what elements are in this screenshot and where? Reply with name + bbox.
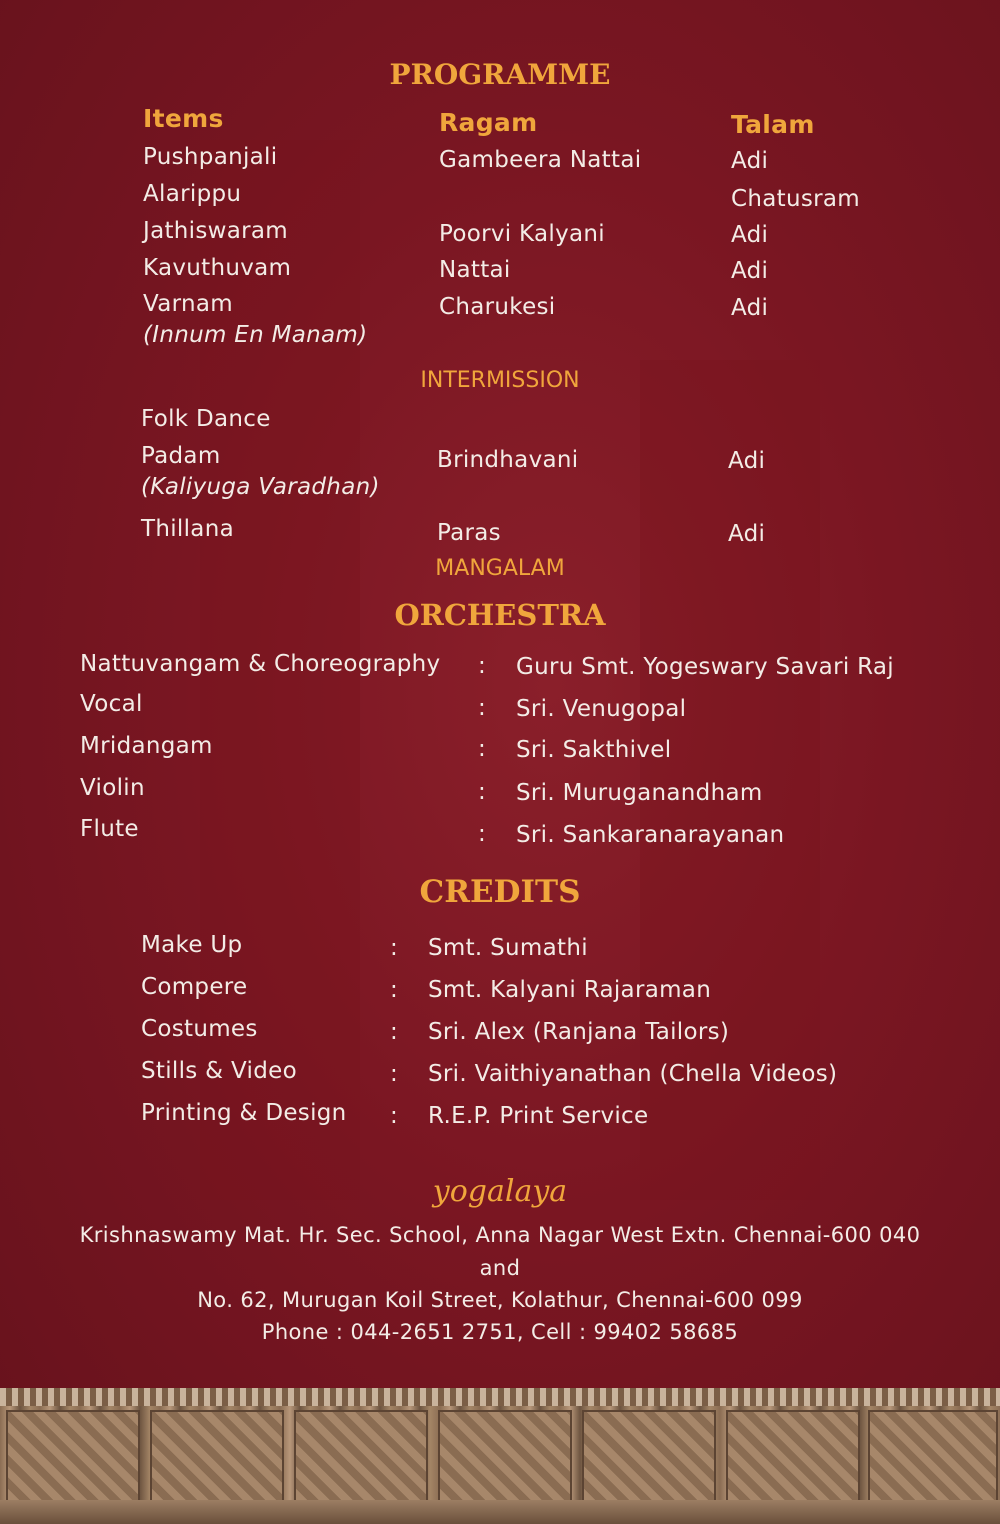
credits-heading: CREDITS xyxy=(419,874,581,910)
frieze-panel xyxy=(868,1410,998,1502)
separator-colon: : xyxy=(478,821,486,847)
orchestra-name: Sri. Muruganandham xyxy=(516,780,763,806)
orchestra-role: Mridangam xyxy=(80,733,213,759)
programme-heading: PROGRAMME xyxy=(389,58,611,91)
item-name: Kavuthuvam xyxy=(143,255,292,281)
frieze-panel xyxy=(294,1410,428,1502)
talam-name: Chatusram xyxy=(731,186,860,212)
separator-colon: : xyxy=(390,1103,398,1129)
orchestra-role: Violin xyxy=(80,775,145,801)
separator-colon: : xyxy=(478,779,486,805)
item-subtitle: (Kaliyuga Varadhan) xyxy=(141,474,380,500)
talam-name: Adi xyxy=(731,258,769,284)
ragam-name: Poorvi Kalyani xyxy=(439,221,605,247)
talam-name: Adi xyxy=(731,295,769,321)
separator-colon: : xyxy=(478,695,486,721)
orchestra-name: Sri. Sakthivel xyxy=(516,737,672,763)
orchestra-name: Guru Smt. Yogeswary Savari Raj xyxy=(516,654,894,680)
item-name: Varnam xyxy=(143,291,233,317)
separator-colon: : xyxy=(478,653,486,679)
separator-colon: : xyxy=(478,736,486,762)
ragam-name: Nattai xyxy=(439,257,511,283)
credit-role: Make Up xyxy=(141,932,243,958)
credit-role: Printing & Design xyxy=(141,1100,347,1126)
credit-role: Costumes xyxy=(141,1016,258,1042)
ragam-name: Charukesi xyxy=(439,294,556,320)
yogalaya-logo: yogalaya xyxy=(432,1174,568,1209)
ragam-column-header: Ragam xyxy=(439,108,538,137)
orchestra-role: Flute xyxy=(80,816,139,842)
credit-name: Smt. Kalyani Rajaraman xyxy=(428,977,712,1003)
frieze-bottom-trim xyxy=(0,1500,1000,1524)
mangalam-label: MANGALAM xyxy=(435,556,565,581)
item-name: Folk Dance xyxy=(141,406,271,432)
credit-name: Smt. Sumathi xyxy=(428,935,588,961)
address-line-2: No. 62, Murugan Koil Street, Kolathur, Chennai-600 099 xyxy=(197,1288,803,1312)
item-name: Jathiswaram xyxy=(143,218,289,244)
item-name: Padam xyxy=(141,443,221,469)
separator-colon: : xyxy=(390,935,398,961)
separator-colon: : xyxy=(390,1019,398,1045)
phone-line: Phone : 044-2651 2751, Cell : 99402 58685 xyxy=(261,1320,739,1344)
separator-colon: : xyxy=(390,1061,398,1087)
separator-colon: : xyxy=(390,977,398,1003)
orchestra-heading: ORCHESTRA xyxy=(394,598,606,632)
frieze-panel xyxy=(150,1410,284,1502)
talam-name: Adi xyxy=(731,148,769,174)
talam-name: Adi xyxy=(728,448,766,474)
ragam-name: Brindhavani xyxy=(437,447,579,473)
credit-role: Compere xyxy=(141,974,248,1000)
item-subtitle: (Innum En Manam) xyxy=(143,322,368,348)
credit-name: Sri. Vaithiyanathan (Chella Videos) xyxy=(428,1061,838,1087)
frieze-panel xyxy=(6,1410,140,1502)
item-name: Pushpanjali xyxy=(143,144,278,170)
frieze-top-trim xyxy=(0,1388,1000,1406)
items-column-header: Items xyxy=(143,104,224,133)
ragam-name: Paras xyxy=(437,520,501,546)
orchestra-role: Nattuvangam & Choreography xyxy=(80,651,441,677)
item-name: Thillana xyxy=(141,516,234,542)
talam-column-header: Talam xyxy=(731,110,815,139)
intermission-label: INTERMISSION xyxy=(420,368,580,393)
item-name: Alarippu xyxy=(143,181,242,207)
credit-name: Sri. Alex (Ranjana Tailors) xyxy=(428,1019,730,1045)
orchestra-name: Sri. Venugopal xyxy=(516,696,687,722)
credit-role: Stills & Video xyxy=(141,1058,297,1084)
frieze-panel xyxy=(582,1410,716,1502)
credit-name: R.E.P. Print Service xyxy=(428,1103,649,1129)
address-and: and xyxy=(479,1256,521,1280)
address-line-1: Krishnaswamy Mat. Hr. Sec. School, Anna Nagar West Extn. Chennai-600 040 xyxy=(79,1223,921,1247)
frieze-panel xyxy=(726,1410,860,1502)
ragam-name: Gambeera Nattai xyxy=(439,147,642,173)
frieze-panel xyxy=(438,1410,572,1502)
orchestra-role: Vocal xyxy=(80,691,143,717)
talam-name: Adi xyxy=(731,222,769,248)
talam-name: Adi xyxy=(728,521,766,547)
orchestra-name: Sri. Sankaranarayanan xyxy=(516,822,785,848)
